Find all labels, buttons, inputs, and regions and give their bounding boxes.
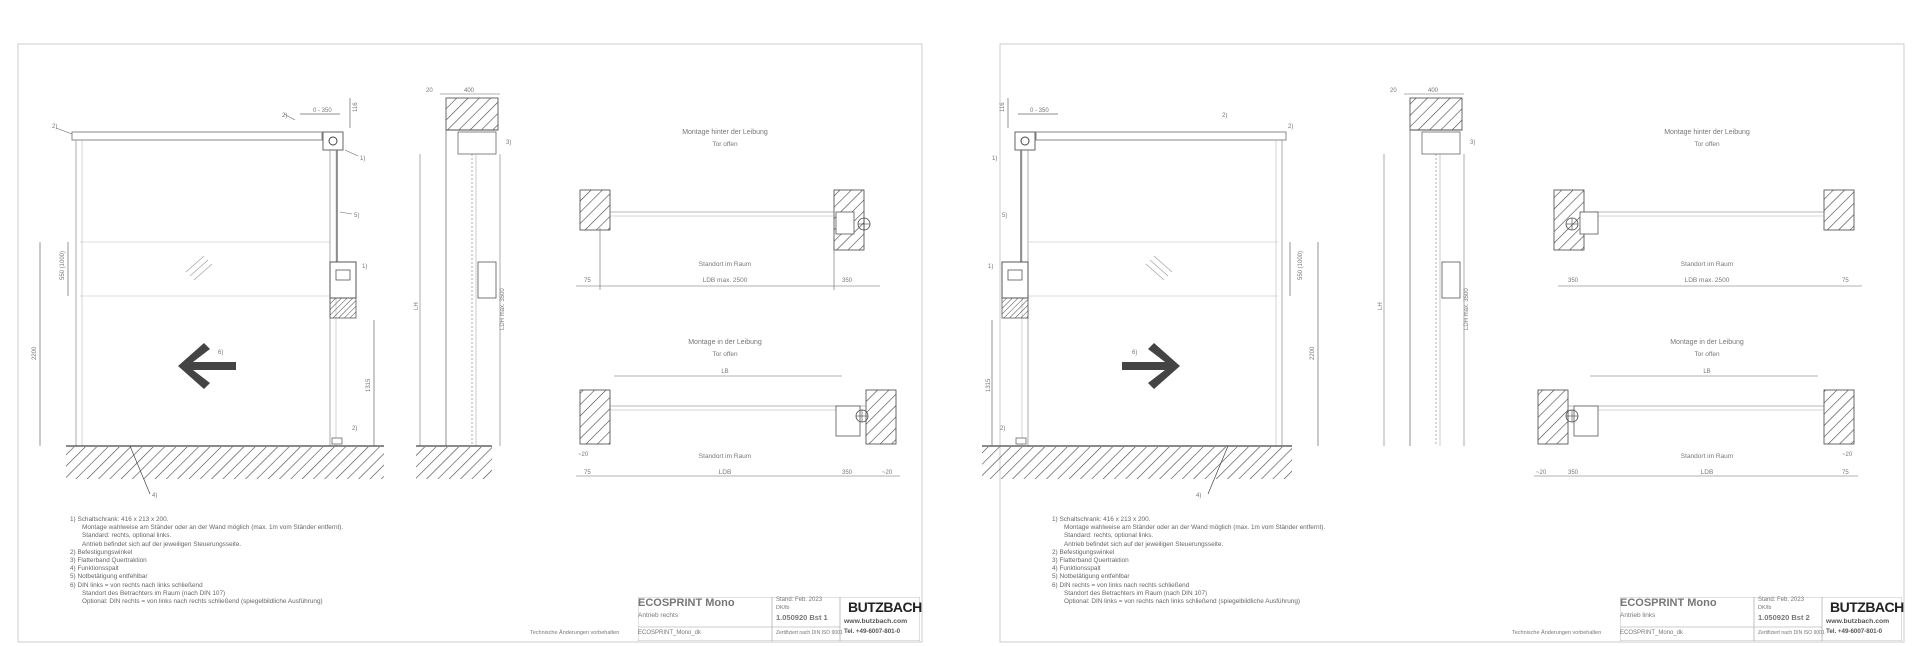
iso-certification: Zertifiziert nach DIN ISO 9001 bbox=[776, 630, 843, 636]
note-line: 6) DIN rechts = von links nach rechts schließend bbox=[1052, 581, 1190, 589]
dim-350b: 350 bbox=[842, 470, 853, 476]
note-line: 3) Flatterband Quertraktion bbox=[70, 557, 147, 565]
drawing-number: 1.050920 Bst 1 bbox=[776, 613, 828, 622]
company-website: www.butzbach.com bbox=[844, 618, 908, 625]
dim-2200: 2200 bbox=[1310, 346, 1316, 360]
label-n2b: 2) bbox=[52, 124, 58, 130]
top-view-2-sub: Tor offen bbox=[712, 351, 738, 358]
revision-author: DK/lb bbox=[776, 605, 790, 611]
bottom-bracket bbox=[1016, 438, 1026, 444]
revision-date: Stand: Feb. 2023 bbox=[776, 597, 823, 603]
drawing-sheet-right bbox=[982, 0, 1920, 646]
drive-motor bbox=[323, 132, 343, 150]
company-phone: Tel. +49-6007-801-0 bbox=[1826, 628, 1883, 635]
top-view-2-title: Montage in der Leibung bbox=[1670, 339, 1744, 346]
label-n4: 4) bbox=[152, 493, 158, 499]
iso-certification: Zertifiziert nach DIN ISO 9001 bbox=[1758, 630, 1825, 636]
product-name: ECOSPRINT Mono bbox=[1620, 597, 1717, 609]
note-line: 4) Funktionsspalt bbox=[70, 565, 119, 573]
note-line: Standort des Betrachters im Raum (nach DIN 107) bbox=[1064, 589, 1208, 597]
dim-350a: 350 bbox=[1568, 278, 1579, 284]
direction-arrow-left bbox=[178, 343, 236, 389]
note-line: 1) Schaltschrank: 416 x 213 x 200. bbox=[70, 516, 169, 523]
dim-550: 550 (1000) bbox=[60, 250, 66, 280]
disclaimer: Technische Änderungen vorbehalten bbox=[1512, 630, 1602, 636]
side-housing bbox=[1422, 132, 1460, 154]
notes-left bbox=[70, 516, 590, 606]
direction-arrow-right bbox=[1122, 343, 1180, 389]
dim-2200: 2200 bbox=[32, 346, 38, 360]
room-label-2: Standort im Raum bbox=[1680, 453, 1734, 460]
dim-ldh-max: LDH max. 3500 bbox=[1464, 288, 1470, 330]
note-line: 1) Schaltschrank: 416 x 213 x 200. bbox=[1052, 516, 1151, 523]
window-mark bbox=[1154, 256, 1172, 272]
roller-housing bbox=[72, 132, 322, 140]
dim-0-350: 0 - 350 bbox=[313, 108, 332, 114]
file-name: ECOSPRINT_Mono_dk bbox=[638, 630, 702, 636]
side-view bbox=[1378, 88, 1475, 446]
label-n5: 5) bbox=[1002, 213, 1008, 219]
label-n2b: 2) bbox=[1288, 124, 1294, 130]
label-n1a: 1) bbox=[360, 156, 366, 162]
dim-lh: LH bbox=[1378, 302, 1384, 310]
top-view-behind-reveal bbox=[1554, 129, 1862, 286]
notes-right bbox=[1052, 516, 1572, 606]
note-line: Standort des Betrachters im Raum (nach DIN 107) bbox=[82, 589, 226, 597]
dim-ldh-max: LDH max. 3500 bbox=[500, 288, 506, 330]
note-line: 3) Flatterband Quertraktion bbox=[1052, 557, 1129, 565]
drive-motor bbox=[1015, 132, 1035, 150]
disclaimer: Technische Änderungen vorbehalten bbox=[530, 630, 620, 636]
drive-side: Antrieb links bbox=[1620, 612, 1656, 619]
note-line: Montage wahlweise am Ständer oder an der Wand möglich (max. 1m vom Ständer entfernt). bbox=[1064, 524, 1326, 532]
window-mark bbox=[186, 256, 204, 272]
dim-neg20b: ~20 bbox=[1842, 452, 1853, 458]
top-view-2-sub: Tor offen bbox=[1694, 351, 1720, 358]
dim-neg20b: ~20 bbox=[882, 470, 893, 476]
dim-75b: 75 bbox=[584, 470, 591, 476]
company-phone: Tel. +49-6007-801-0 bbox=[844, 628, 901, 635]
file-name: ECOSPRINT_Mono_dk bbox=[1620, 630, 1684, 636]
dim-75a: 75 bbox=[584, 278, 591, 284]
note-line: 2) Befestigungswinkel bbox=[1052, 548, 1115, 556]
dim-116: 116 bbox=[1000, 102, 1006, 112]
lintel bbox=[1410, 98, 1462, 130]
top-view-behind-reveal bbox=[576, 129, 880, 290]
dim-neg20a: ~20 bbox=[1536, 470, 1547, 476]
drawing-number: 1.050920 Bst 2 bbox=[1758, 613, 1810, 622]
dim-550: 550 (1000) bbox=[1298, 250, 1304, 280]
note-line: 6) DIN links = von rechts nach links schließend bbox=[70, 581, 203, 589]
dim-lh: LH bbox=[414, 302, 420, 310]
floor-hatch bbox=[66, 447, 384, 479]
title-block-right bbox=[1620, 597, 1902, 641]
dim-neg20a: ~20 bbox=[578, 452, 589, 458]
note-line: 2) Befestigungswinkel bbox=[70, 548, 133, 556]
label-n5: 5) bbox=[354, 213, 360, 219]
dim-350a: 350 bbox=[842, 278, 853, 284]
label-n2c: 2) bbox=[352, 426, 358, 432]
dim-75b: 75 bbox=[1842, 470, 1849, 476]
room-label-2: Standort im Raum bbox=[698, 453, 752, 460]
label-n4: 4) bbox=[1196, 493, 1202, 499]
lintel bbox=[446, 98, 498, 130]
dim-350b: 350 bbox=[1568, 470, 1579, 476]
note-line: 5) Notbetätigung entfehlbar bbox=[1052, 573, 1130, 581]
note-line: Antrieb befindet sich auf der jeweiligen Steuerungsseite. bbox=[1064, 540, 1224, 548]
roller-housing bbox=[1036, 132, 1286, 140]
dim-lb: LB bbox=[1703, 369, 1711, 375]
label-n6: 6) bbox=[1132, 350, 1138, 356]
note-line: Optional: DIN rechts = von links nach rechts schließend (spiegelbildliche Ausführung) bbox=[82, 598, 323, 606]
label-n1a: 1) bbox=[992, 156, 998, 162]
label-n3: 3) bbox=[1470, 140, 1476, 146]
top-view-2-title: Montage in der Leibung bbox=[688, 339, 762, 346]
top-view-in-reveal bbox=[576, 339, 900, 476]
company-website: www.butzbach.com bbox=[1826, 618, 1890, 625]
dim-0-350: 0 - 350 bbox=[1030, 108, 1049, 114]
note-line: Standard: rechts, optional links. bbox=[1064, 532, 1154, 540]
company-logo: BUTZBACH bbox=[848, 599, 922, 615]
note-line: 5) Notbetätigung entfehlbar bbox=[70, 573, 148, 581]
revision-date: Stand: Feb. 2023 bbox=[1758, 597, 1805, 603]
top-view-in-reveal bbox=[1534, 339, 1858, 476]
dim-1315: 1315 bbox=[366, 378, 372, 392]
dim-1315: 1315 bbox=[986, 378, 992, 392]
note-line: Optional: DIN links = von rechts nach links schließend (spiegelbildliche Ausführung) bbox=[1064, 598, 1301, 606]
product-name: ECOSPRINT Mono bbox=[638, 597, 735, 609]
top-view-1-title: Montage hinter der Leibung bbox=[682, 129, 768, 136]
dim-ldb: LDB bbox=[718, 469, 732, 476]
dim-20: 20 bbox=[1390, 88, 1397, 94]
label-n2c: 2) bbox=[1000, 426, 1006, 432]
dim-ldb-max: LDB max. 2500 bbox=[1684, 277, 1730, 284]
note-line: Antrieb befindet sich auf der jeweiligen Steuerungsseite. bbox=[82, 540, 242, 548]
dim-ldb: LDB bbox=[1700, 469, 1714, 476]
side-view bbox=[414, 88, 511, 479]
room-label-1: Standort im Raum bbox=[1680, 261, 1734, 268]
label-n2a: 2) bbox=[282, 113, 288, 119]
floor-hatch bbox=[982, 447, 1292, 479]
label-n3: 3) bbox=[506, 140, 512, 146]
dim-20: 20 bbox=[426, 88, 433, 94]
label-n1b: 1) bbox=[988, 264, 994, 270]
dim-400: 400 bbox=[464, 88, 475, 94]
dim-ldb-max: LDB max. 2500 bbox=[702, 277, 748, 284]
label-n6: 6) bbox=[218, 350, 224, 356]
company-logo: BUTZBACH bbox=[1830, 599, 1904, 615]
dim-400: 400 bbox=[1428, 88, 1439, 94]
top-view-1-sub: Tor offen bbox=[712, 141, 738, 148]
bottom-bracket bbox=[332, 438, 342, 444]
front-view bbox=[982, 98, 1318, 499]
drive-side: Antrieb rechts bbox=[638, 612, 679, 619]
revision-author: DK/lb bbox=[1758, 605, 1772, 611]
dim-116: 116 bbox=[353, 102, 359, 112]
note-line: Montage wahlweise am Ständer oder an der Wand möglich (max. 1m vom Ständer entfernt). bbox=[82, 524, 344, 532]
note-line: Standard: rechts, optional links. bbox=[82, 532, 172, 540]
top-view-1-title: Montage hinter der Leibung bbox=[1664, 129, 1750, 136]
front-view bbox=[32, 98, 384, 499]
label-n1b: 1) bbox=[362, 264, 368, 270]
side-housing bbox=[458, 132, 496, 154]
room-label-1: Standort im Raum bbox=[698, 261, 752, 268]
note-line: 4) Funktionsspalt bbox=[1052, 565, 1101, 573]
top-view-1-sub: Tor offen bbox=[1694, 141, 1720, 148]
label-n2a: 2) bbox=[1222, 113, 1228, 119]
dim-75a: 75 bbox=[1842, 278, 1849, 284]
dim-lb: LB bbox=[721, 369, 729, 375]
title-block-left bbox=[638, 597, 920, 641]
